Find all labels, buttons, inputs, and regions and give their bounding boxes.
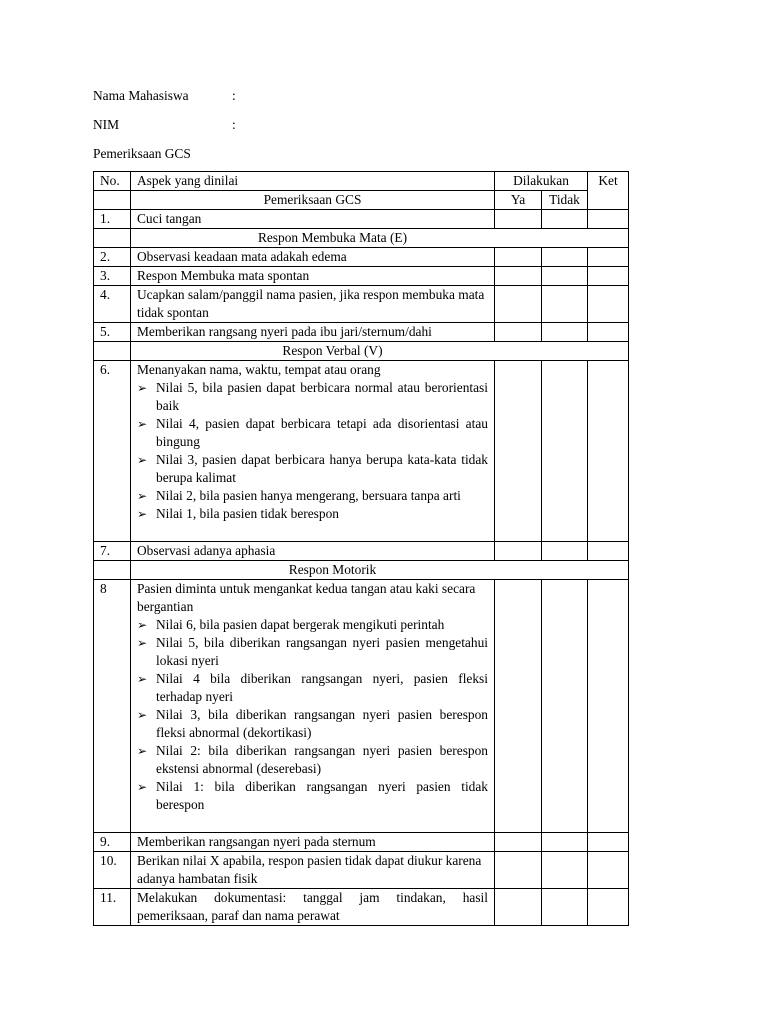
score-option: ➢ Nilai 1, bila pasien tidak berespon [137, 506, 339, 521]
row-number: 5. [94, 323, 131, 342]
score-option: ➢ Nilai 6, bila pasien dapat bergerak mengikuti perintah [137, 617, 445, 632]
row-number: 7. [94, 542, 131, 561]
row-aspect: Pasien diminta untuk mengankat kedua tangan atau kaki secara bergantian [137, 581, 476, 614]
row-aspect: Memberikan rangsangan nyeri pada sternum [131, 833, 495, 852]
note-cell[interactable] [588, 210, 629, 229]
note-cell[interactable] [588, 580, 629, 833]
student-name-line [93, 88, 236, 104]
row-aspect-with-options [131, 361, 495, 542]
arrow-bullet-icon: ➢ [137, 489, 148, 503]
student-name-label: Nama Mahasiswa [93, 88, 189, 103]
student-name-colon: : [232, 88, 236, 103]
nim-label: NIM [93, 117, 120, 132]
table-row [94, 361, 629, 542]
no-cell[interactable] [542, 323, 588, 342]
arrow-bullet-icon: ➢ [137, 636, 148, 650]
arrow-bullet-icon: ➢ [137, 618, 148, 632]
score-option: ➢ Nilai 2: bila diberikan rangsangan nyeri pasien berespon ekstensi abnormal (deserebasi) [137, 743, 488, 776]
note-cell[interactable] [588, 323, 629, 342]
col-header-note: Ket [588, 172, 629, 210]
arrow-bullet-icon: ➢ [137, 381, 148, 395]
arrow-bullet-icon: ➢ [137, 780, 148, 794]
section-eye-title: Respon Membuka Mata (E) [131, 229, 629, 248]
yes-cell[interactable] [495, 852, 542, 889]
section-motor-title: Respon Motorik [131, 561, 629, 580]
col-header-done: Dilakukan [495, 172, 588, 191]
arrow-bullet-icon: ➢ [137, 672, 148, 686]
note-cell[interactable] [588, 542, 629, 561]
no-cell[interactable] [542, 210, 588, 229]
note-cell[interactable] [588, 267, 629, 286]
table-row [94, 580, 629, 833]
no-cell[interactable] [542, 361, 588, 542]
yes-cell[interactable] [495, 286, 542, 323]
arrow-bullet-icon: ➢ [137, 507, 148, 521]
row-number: 2. [94, 248, 131, 267]
section-row [94, 229, 629, 248]
empty-cell [94, 191, 131, 210]
row-number: 1. [94, 210, 131, 229]
empty-cell [94, 342, 131, 361]
no-cell[interactable] [542, 248, 588, 267]
row-aspect: Menanyakan nama, waktu, tempat atau orang [137, 362, 381, 377]
yes-cell[interactable] [495, 248, 542, 267]
score-option: ➢ Nilai 4 bila diberikan rangsangan nyeri, pasien fleksi terhadap nyeri [137, 671, 488, 704]
table-subheader-row [94, 191, 629, 210]
table-row [94, 267, 629, 286]
arrow-bullet-icon: ➢ [137, 417, 148, 431]
score-options-list [137, 616, 488, 814]
nim-line [93, 117, 236, 133]
yes-cell[interactable] [495, 833, 542, 852]
empty-cell [94, 561, 131, 580]
row-aspect: Observasi adanya aphasia [131, 542, 495, 561]
yes-cell[interactable] [495, 542, 542, 561]
gcs-checklist-table [93, 171, 629, 926]
spacer [137, 523, 488, 541]
note-cell[interactable] [588, 889, 629, 926]
no-cell[interactable] [542, 542, 588, 561]
nim-colon: : [232, 117, 236, 132]
table-row [94, 210, 629, 229]
yes-cell[interactable] [495, 210, 542, 229]
score-option: ➢ Nilai 4, pasien dapat berbicara tetapi ada disorientasi atau bingung [137, 416, 488, 449]
table-row [94, 248, 629, 267]
note-cell[interactable] [588, 286, 629, 323]
table-header-row [94, 172, 629, 191]
no-cell[interactable] [542, 580, 588, 833]
section-main-title: Pemeriksaan GCS [131, 191, 495, 210]
row-number: 3. [94, 267, 131, 286]
row-aspect: Ucapkan salam/panggil nama pasien, jika respon membuka mata tidak spontan [131, 286, 495, 323]
score-option: ➢ Nilai 1: bila diberikan rangsangan nyeri pasien tidak berespon [137, 779, 488, 812]
yes-cell[interactable] [495, 267, 542, 286]
table-row [94, 542, 629, 561]
row-aspect: Memberikan rangsang nyeri pada ibu jari/sternum/dahi [131, 323, 495, 342]
section-row [94, 561, 629, 580]
row-aspect: Observasi keadaan mata adakah edema [131, 248, 495, 267]
note-cell[interactable] [588, 248, 629, 267]
section-row [94, 342, 629, 361]
col-header-aspect: Aspek yang dinilai [131, 172, 495, 191]
form-title: Pemeriksaan GCS [93, 146, 191, 161]
yes-cell[interactable] [495, 323, 542, 342]
spacer [137, 814, 488, 832]
score-option: ➢ Nilai 5, bila pasien dapat berbicara normal atau berorientasi baik [137, 380, 488, 413]
arrow-bullet-icon: ➢ [137, 744, 148, 758]
row-number: 11. [94, 889, 131, 926]
no-cell[interactable] [542, 833, 588, 852]
row-aspect: Respon Membuka mata spontan [131, 267, 495, 286]
row-aspect-with-options [131, 580, 495, 833]
arrow-bullet-icon: ➢ [137, 708, 148, 722]
score-option: ➢ Nilai 2, bila pasien hanya mengerang, bersuara tanpa arti [137, 488, 461, 503]
no-cell[interactable] [542, 267, 588, 286]
note-cell[interactable] [588, 852, 629, 889]
yes-cell[interactable] [495, 580, 542, 833]
table-row [94, 286, 629, 323]
score-option: ➢ Nilai 5, bila diberikan rangsangan nyeri pasien mengetahui lokasi nyeri [137, 635, 488, 668]
arrow-bullet-icon: ➢ [137, 453, 148, 467]
section-verbal-title: Respon Verbal (V) [131, 342, 629, 361]
empty-cell [94, 229, 131, 248]
no-cell[interactable] [542, 286, 588, 323]
row-aspect: Cuci tangan [131, 210, 495, 229]
col-header-yes: Ya [495, 191, 542, 210]
row-aspect: Berikan nilai X apabila, respon pasien tidak dapat diukur karena adanya hambatan fisik [131, 852, 495, 889]
yes-cell[interactable] [495, 889, 542, 926]
yes-cell[interactable] [495, 361, 542, 542]
col-header-no: No. [94, 172, 131, 191]
score-option: ➢ Nilai 3, pasien dapat berbicara hanya berupa kata-kata tidak berupa kalimat [137, 452, 488, 485]
score-option: ➢ Nilai 3, bila diberikan rangsangan nyeri pasien berespon fleksi abnormal (dekortikasi) [137, 707, 488, 740]
row-number: 8 [94, 580, 131, 833]
table-row [94, 323, 629, 342]
no-cell[interactable] [542, 889, 588, 926]
score-options-list [137, 379, 488, 523]
row-number: 4. [94, 286, 131, 323]
note-cell[interactable] [588, 361, 629, 542]
row-number: 6. [94, 361, 131, 542]
row-number: 9. [94, 833, 131, 852]
table-row [94, 833, 629, 852]
col-header-not-done: Tidak [542, 191, 588, 210]
table-row [94, 852, 629, 889]
no-cell[interactable] [542, 852, 588, 889]
table-row [94, 889, 629, 926]
row-number: 10. [94, 852, 131, 889]
note-cell[interactable] [588, 833, 629, 852]
row-aspect: Melakukan dokumentasi: tanggal jam tindakan, hasil pemeriksaan, paraf dan nama perawat [131, 889, 495, 926]
